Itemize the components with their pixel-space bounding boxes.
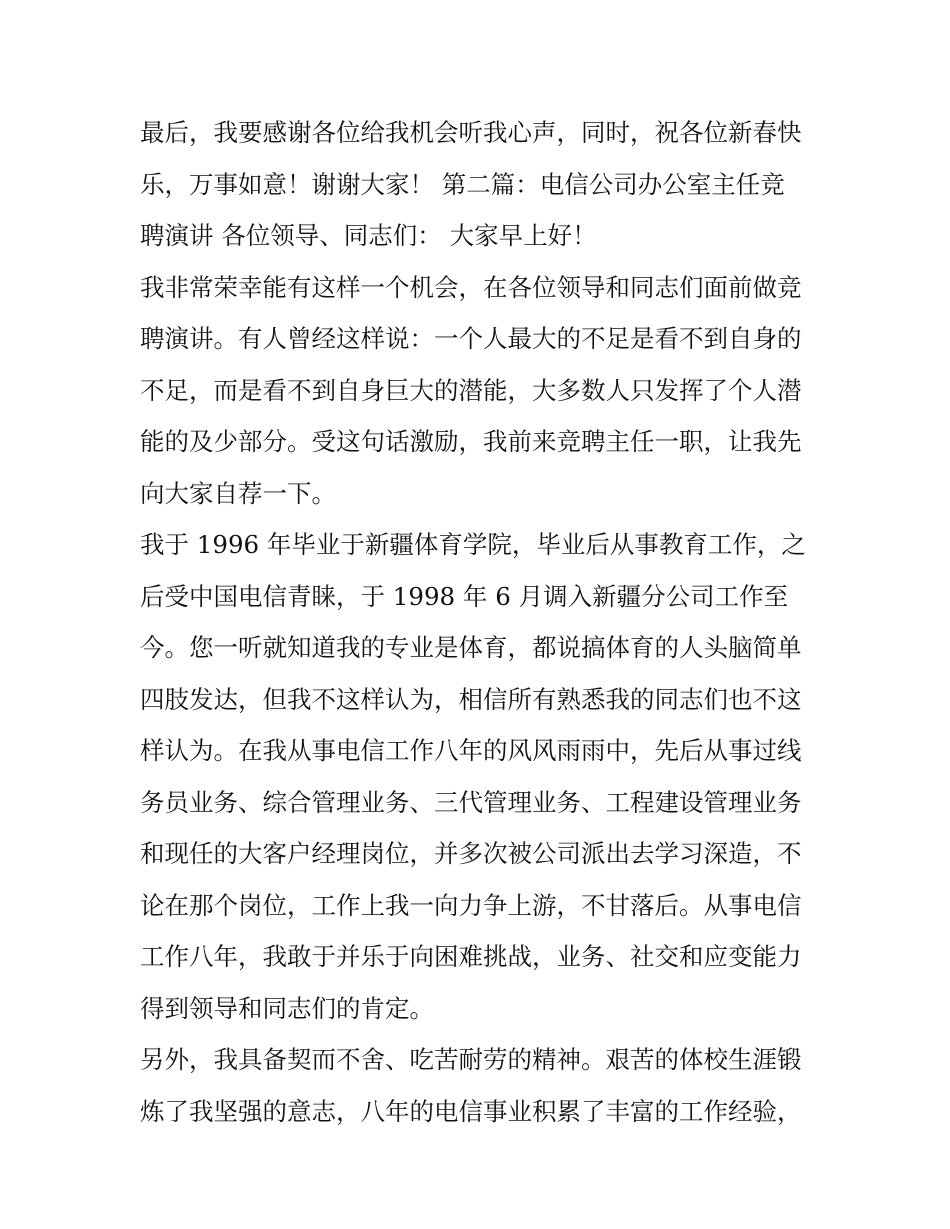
text-line: 能的及少部分。受这句话激励，我前来竞聘主任一职，让我先 <box>140 427 802 456</box>
text-line: 炼了我坚强的意志，八年的电信事业积累了丰富的工作经验， <box>140 1096 802 1126</box>
text-line: 聘演讲 各位领导、同志们： 大家早上好！ <box>140 221 597 250</box>
text-line: 工作八年，我敢于并乐于向困难挑战，业务、社交和应变能力 <box>140 942 802 971</box>
text-line: 聘演讲。有人曾经这样说：一个人最大的不足是看不到自身的 <box>140 324 802 353</box>
text-line: 另外，我具备契而不舍、吃苦耐劳的精神。艰苦的体校生涯锻 <box>140 1045 802 1074</box>
text-line: 务员业务、综合管理业务、三代管理业务、工程建设管理业务 <box>140 787 802 817</box>
text-line: 我于 1996 年毕业于新疆体育学院，毕业后从事教育工作，之 <box>140 530 806 559</box>
text-line: 和现任的大客户经理岗位，并多次被公司派出去学习深造，不 <box>140 839 802 868</box>
text-line: 四肢发达，但我不这样认为，相信所有熟悉我的同志们也不这 <box>140 684 802 714</box>
text-line: 得到领导和同志们的肯定。 <box>140 993 434 1023</box>
text-line: 论在那个岗位，工作上我一向力争上游，不甘落后。从事电信 <box>140 890 802 920</box>
text-line: 后受中国电信青睐，于 1998 年 6 月调入新疆分公司工作至 <box>140 581 789 611</box>
text-line: 今。您一听就知道我的专业是体育，都说搞体育的人头脑简单 <box>140 633 802 662</box>
text-line: 不足，而是看不到自身巨大的潜能，大多数人只发挥了个人潜 <box>140 375 802 405</box>
text-line: 向大家自荐一下。 <box>140 478 336 508</box>
text-line: 乐，万事如意！谢谢大家！ 第二篇：电信公司办公室主任竞 <box>140 169 785 199</box>
text-line: 最后，我要感谢各位给我机会听我心声，同时，祝各位新春快 <box>140 118 802 147</box>
text-line: 样认为。在我从事电信工作八年的风风雨雨中，先后从事过线 <box>140 736 802 765</box>
document-body <box>140 107 820 1137</box>
text-line: 我非常荣幸能有这样一个机会，在各位领导和同志们面前做竞 <box>140 272 802 302</box>
